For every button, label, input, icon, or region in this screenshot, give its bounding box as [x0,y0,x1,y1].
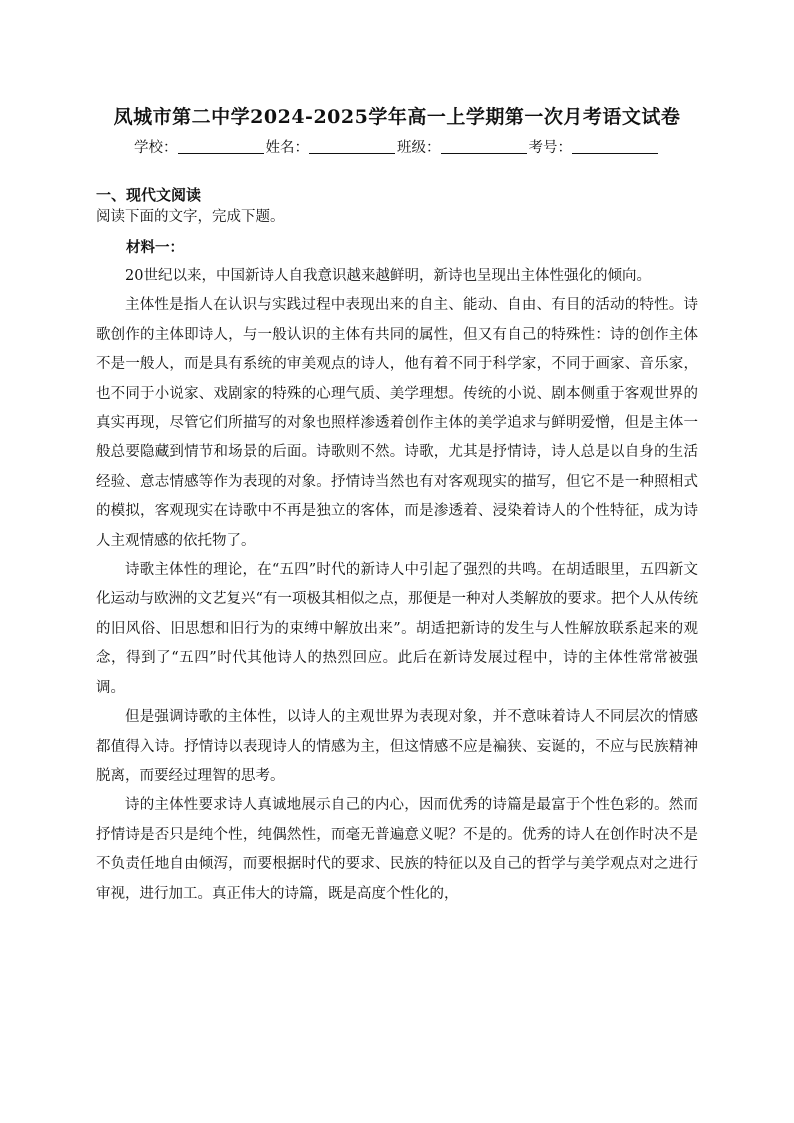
section-instruction: 阅读下面的文字，完成下题。 [96,209,285,225]
material-label: 材料一： [126,239,184,256]
paragraph: 20世纪以来，中国新诗人自我意识越来越鲜明，新诗也呈现出主体性强化的倾向。 [125,268,651,284]
student-info-line [0,136,794,157]
name-label: 姓名： [265,140,309,156]
reading-passage [96,262,698,909]
paragraph: 主体性是指人在认识与实践过程中表现出来的自主、能动、自由、有目的活动的特性。诗歌创作的主体即诗人，与一般认识的主体有共同的属性，但又有自己的特殊性：诗的创作主体不是一般人，而是具有系统的审美观点的诗人，他有着不同于科学家，不同于画家、音乐家，也不同于小说家、戏剧家的特殊的心理气质、美学理想。传统的小说、剧本侧重于客观世界的真实再现，尽管它们所描写的对象也照样渗透着创作主体的美学追求与鲜明爱憎，但是主体一般总要隐藏到情节和场景的后面。诗歌则不然。诗歌，尤其是抒情诗，诗人总是以自身的生活经验、意志情感等作为表现的对象。抒情诗当然也有对客观现实的描写，但它不是一种照相式的模拟，客观现实在诗歌中不再是独立的客体，而是渗透着、浸染着诗人的个性特征，成为诗人主观情感的依托物了。 [96,297,698,549]
exam-title: 凤城市第二中学2024-2025学年高一上学期第一次月考语文试卷 [113,106,681,128]
paragraph: 诗歌主体性的理论，在“五四”时代的新诗人中引起了强烈的共鸣。在胡适眼里，五四新文化运动与欧洲的文艺复兴“有一项极其相似之点，那便是一种对人类解放的要求。把个人从传统的旧风俗、旧思想和旧行为的束缚中解放出来”。胡适把新诗的发生与人性解放联系起来的观念，得到了“五四”时代其他诗人的热烈回应。此后在新诗发展过程中，诗的主体性常常被强调。 [96,562,698,696]
name-blank[interactable] [309,139,395,154]
number-label: 考号： [528,140,572,156]
school-blank[interactable] [178,139,264,154]
paragraph: 但是强调诗歌的主体性，以诗人的主观世界为表现对象，并不意味着诗人不同层次的情感都值得入诗。抒情诗以表现诗人的情感为主，但这情感不应是褊狭、妄诞的，不应与民族精神脱离，而要经过理智的思考。 [96,709,698,784]
number-blank[interactable] [572,139,658,154]
paragraph: 诗的主体性要求诗人真诚地展示自己的内心，因而优秀的诗篇是最富于个性色彩的。然而抒情诗是否只是纯个性，纯偶然性，而毫无普遍意义呢？不是的。优秀的诗人在创作时决不是不负责任地自由倾泻，而要根据时代的要求、民族的特征以及自己的哲学与美学观点对之进行审视，进行加工。真正伟大的诗篇，既是高度个性化的， [96,797,698,902]
section-heading: 一、现代文阅读 [96,186,202,204]
class-label: 班级： [397,140,441,156]
class-blank[interactable] [441,139,527,154]
school-label: 学校： [134,140,178,156]
